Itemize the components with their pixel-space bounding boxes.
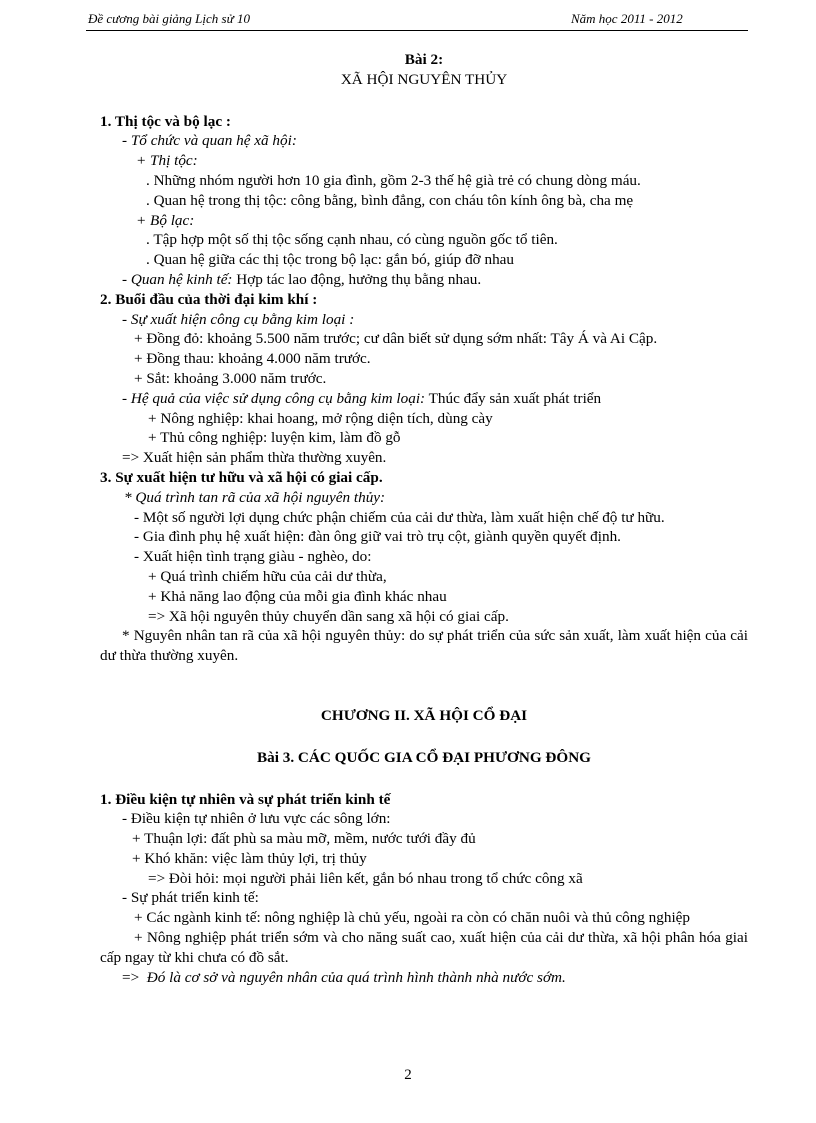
list-item: + Nông nghiệp: khai hoang, mở rộng diện tích, dùng cày: [148, 409, 493, 427]
spacer: [100, 90, 748, 112]
spacer: [100, 726, 748, 748]
list-item: - Tổ chức và quan hệ xã hội:: [122, 132, 297, 150]
list-item: * Quá trình tan rã của xã hội nguyên thủy:: [124, 488, 386, 506]
lesson2-title: XÃ HỘI NGUYÊN THỦY: [340, 70, 508, 88]
conclusion: [100, 968, 748, 988]
list-item: [100, 270, 748, 290]
section-heading: 1. Điều kiện tự nhiên và sự phát triển kinh tế: [100, 790, 391, 808]
list-item: => Xã hội nguyên thủy chuyển dần sang xã hội có giai cấp.: [148, 607, 509, 625]
econ-label: - Quan hệ kinh tế:: [122, 270, 233, 288]
list-item: + Đồng thau: khoảng 4.000 năm trước.: [134, 350, 371, 368]
list-item: + Khó khăn: việc làm thủy lợi, trị thủy: [132, 849, 367, 867]
list-item: + Đồng đỏ: khoảng 5.500 năm trước; cư dân biết sử dụng sớm nhất: Tây Á và Ai Cập.: [134, 330, 658, 348]
list-item: + Thủ công nghiệp: luyện kim, làm đồ gỗ: [148, 429, 401, 447]
spacer: [100, 768, 748, 790]
list-item: - Điều kiện tự nhiên ở lưu vực các sông lớn:: [122, 810, 391, 828]
lesson2-number: Bài 2:: [404, 51, 444, 68]
list-item: + Thị tộc:: [136, 152, 198, 170]
list-item: . Quan hệ giữa các thị tộc trong bộ lạc: gắn bó, giúp đỡ nhau: [146, 251, 515, 269]
list-item: + Bộ lạc:: [136, 211, 195, 229]
header-rule: [86, 30, 748, 31]
list-item: - Một số người lợi dụng chức phận chiếm của cải dư thừa, làm xuất hiện chế độ tư hữu.: [134, 508, 665, 526]
conclusion-text: Đó là cơ sở và nguyên nhân của quá trình hình thành nhà nước sớm.: [146, 968, 566, 986]
list-item: . Quan hệ trong thị tộc: công bằng, bình đẳng, con cháu tôn kính ông bà, cha mẹ: [146, 191, 634, 209]
effect-text: Thúc đẩy sản xuất phát triển: [425, 389, 602, 407]
list-item: - Xuất hiện tình trạng giàu - nghèo, do:: [134, 548, 372, 566]
chapter-title: CHƯƠNG II. XÃ HỘI CỔ ĐẠI: [320, 706, 528, 724]
spacer: [100, 666, 748, 706]
list-item: + Sắt: khoảng 3.000 năm trước.: [134, 369, 327, 387]
list-item: . Những nhóm người hơn 10 gia đình, gồm 2-3 thế hệ già trẻ có chung dòng máu.: [146, 171, 641, 189]
list-item: + Các ngành kinh tế: nông nghiệp là chủ yếu, ngoài ra còn có chăn nuôi và thủ công nghiệp: [134, 909, 691, 927]
page-content: [100, 50, 748, 987]
list-item: - Sự xuất hiện công cụ bằng kim loại :: [122, 310, 355, 328]
section-heading: 2. Buổi đầu của thời đại kim khí :: [100, 290, 318, 308]
list-item: - Gia đình phụ hệ xuất hiện: đàn ông giữ vai trò trụ cột, giành quyền quyết định.: [134, 528, 621, 546]
list-item: + Thuận lợi: đất phù sa màu mỡ, mềm, nước tưới đầy đủ: [132, 830, 476, 848]
lesson3-title: Bài 3. CÁC QUỐC GIA CỔ ĐẠI PHƯƠNG ĐÔNG: [257, 748, 591, 766]
section-heading: 1. Thị tộc và bộ lạc :: [100, 112, 231, 130]
header-right: Năm học 2011 - 2012: [571, 11, 683, 26]
econ-text: Hợp tác lao động, hưởng thụ bằng nhau.: [232, 270, 482, 288]
list-item: [100, 389, 748, 409]
list-item: + Khả năng lao động của mỗi gia đình khác nhau: [148, 587, 447, 605]
list-item: + Quá trình chiếm hữu của cải dư thừa,: [148, 567, 387, 585]
list-item: - Sự phát triển kinh tế:: [122, 889, 259, 907]
effect-label: - Hệ quả của việc sử dụng công cụ bằng kim loại:: [122, 389, 426, 407]
header-left: Đề cương bài giảng Lịch sử 10: [88, 11, 250, 26]
conclusion-arrow: =>: [122, 968, 140, 986]
list-item: * Nguyên nhân tan rã của xã hội nguyên thủy: do sự phát triển của sức sản xuất, làm xuất hiện của cải dư thừa thường xuyên.: [100, 627, 748, 665]
list-item: + Nông nghiệp phát triển sớm và cho năng suất cao, xuất hiện của cải dư thừa, xã hội phân hóa giai cấp ngay từ khi chưa có đồ sắt.: [100, 929, 748, 966]
list-item: . Tập hợp một số thị tộc sống cạnh nhau, có cùng nguồn gốc tổ tiên.: [146, 231, 558, 249]
page-number: 2: [404, 1067, 412, 1083]
list-item: => Đòi hỏi: mọi người phải liên kết, gắn bó nhau trong tổ chức công xã: [148, 869, 583, 887]
list-item: => Xuất hiện sản phẩm thừa thường xuyên.: [122, 449, 387, 467]
section-heading: 3. Sự xuất hiện tư hữu và xã hội có giai cấp.: [100, 468, 383, 486]
